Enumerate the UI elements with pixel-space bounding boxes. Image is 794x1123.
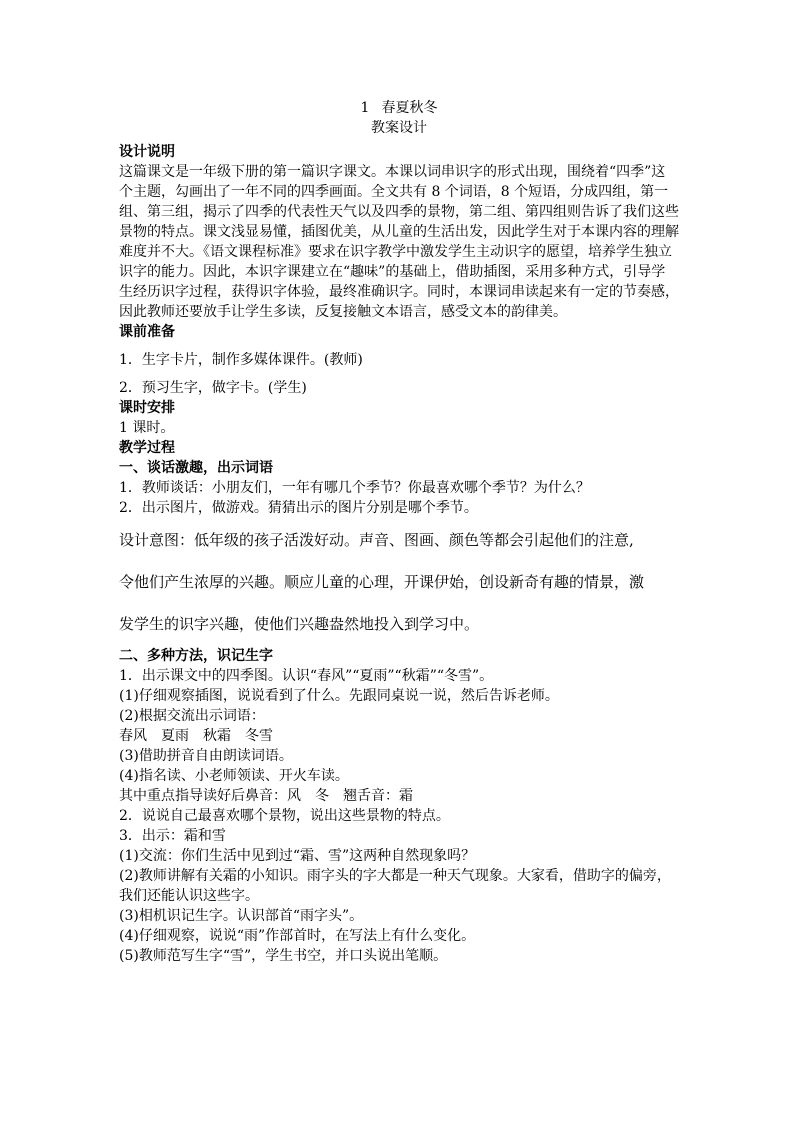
part2-item-1a: (1)仔细观察插图，说说看到了什么。先跟同桌说一说，然后告诉老师。 (119, 688, 559, 704)
process-heading: 教学过程 (119, 440, 175, 456)
prep-heading: 课前准备 (119, 324, 175, 340)
prep-item-1: 1．生字卡片，制作多媒体课件。(教师) (119, 352, 363, 368)
prep-item-2: 2．预习生字，做字卡。(学生) (119, 380, 307, 396)
document-page (119, 98, 679, 966)
design-intent-line-1: 设计意图：低年级的孩子活泼好动。声音、图画、颜色等都会引起他们的注意, (119, 531, 634, 549)
lesson-title (119, 98, 679, 118)
part2-focus: 其中重点指导读好后鼻音：风 冬 翘舌音：霜 (119, 788, 413, 804)
design-intent-line-3: 发学生的识字兴趣，使他们兴趣盎然地投入到学习中。 (119, 615, 480, 633)
part2-item-3b: (2)教师讲解有关霜的小知识。雨字头的字大都是一种天气现象。大家看，借助字的偏旁，我们还能认识这些字。 (119, 868, 671, 904)
lesson-name: 春夏秋冬 (381, 100, 438, 116)
part1-heading: 一、谈话激趣，出示词语 (119, 460, 273, 476)
design-heading: 设计说明 (119, 144, 175, 160)
part2-item-3e: (5)教师范写生字“雪”，学生书空，并口头说出笔顺。 (119, 948, 448, 964)
part2-words: 春风 夏雨 秋霜 冬雪 (119, 728, 273, 744)
time-heading: 课时安排 (119, 400, 175, 416)
part2-heading: 二、多种方法，识记生字 (119, 648, 273, 664)
lesson-subtitle: 教案设计 (371, 120, 427, 136)
part2-item-3: 3．出示：霜和雪 (119, 828, 226, 844)
part2-item-3a: (1)交流：你们生活中见到过“霜、雪”这两种自然现象吗？ (119, 848, 476, 864)
part1-item-2: 2．出示图片，做游戏。猜猜出示的图片分别是哪个季节。 (119, 500, 478, 516)
part2-item-3c: (3)相机识记生字。认识部首“雨字头”。 (119, 908, 364, 924)
lesson-number: 1 (360, 100, 370, 116)
time-text: 1 课时。 (119, 420, 175, 436)
part2-item-1b: (2)根据交流出示词语： (119, 708, 265, 724)
part2-item-1d: (4)指名读、小老师领读、开火车读。 (119, 768, 349, 784)
part2-item-3d: (4)仔细观察，说说“雨”作部首时，在写法上有什么变化。 (119, 928, 476, 944)
design-text: 这篇课文是一年级下册的第一篇识字课文。本课以词串识字的形式出现，围绕着“四季”这个主题，勾画出了一年不同的四季画面。全文共有 8 个词语，8 个短语，分成四组，第一组、第三组，揭示了四季的代表性天气以及四季的景物，第二组、第四组则告诉了我们这些景物的特点。课文浅显易懂，插图优美，从儿童的生活出发，因此学生对于本课内容的理解难度并不大。《语文课程标准》要求在识字教学中激发学生主动识字的愿望，培养学生独立识字的能力。因此，本识字课建立在“趣味”的基础上，借助插图，采用多种方式，引导学生经历识字过程，获得识字体验，最终准确识字。同时，本课词串读起来有一定的节奏感，因此教师还要放手让学生多读，反复接触文本语言，感受文本的韵律美。 (119, 164, 679, 320)
part2-item-1c: (3)借助拼音自由朗读词语。 (119, 748, 293, 764)
part1-item-1: 1．教师谈话：小朋友们，一年有哪几个季节？你最喜欢哪个季节？为什么？ (119, 480, 590, 496)
design-intent-line-2: 令他们产生浓厚的兴趣。顺应儿童的心理，开课伊始，创设新奇有趣的情景，激 (119, 573, 645, 591)
part2-item-2: 2．说说自己最喜欢哪个景物，说出这些景物的特点。 (119, 808, 450, 824)
part2-item-1: 1．出示课文中的四季图。认识“春风”“夏雨”“秋霜”“冬雪”。 (119, 668, 494, 684)
